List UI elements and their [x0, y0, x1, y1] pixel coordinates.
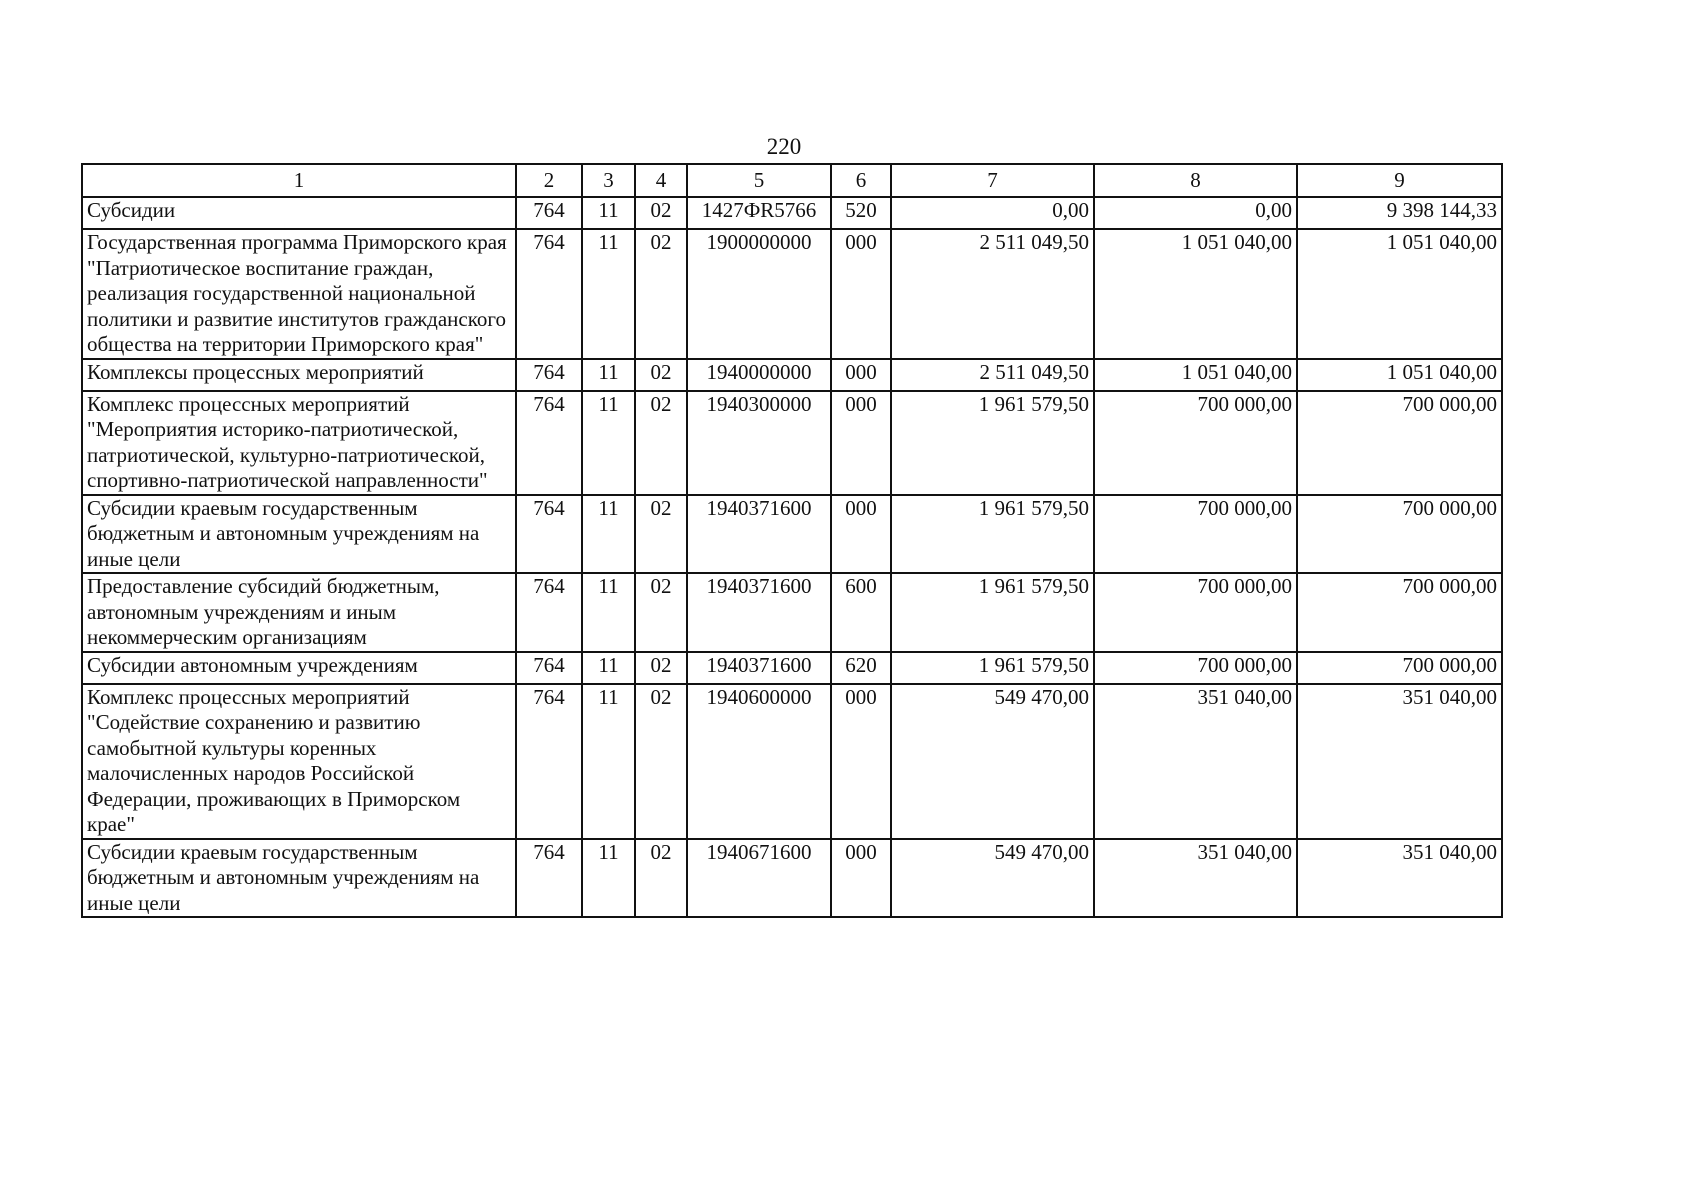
section-code: 11 — [582, 684, 635, 839]
subsection-code: 02 — [635, 391, 687, 495]
section-code: 11 — [582, 495, 635, 574]
column-header: 5 — [687, 164, 831, 197]
ved-code: 764 — [516, 839, 582, 918]
amount-col9: 1 051 040,00 — [1297, 359, 1502, 391]
amount-col7: 549 470,00 — [891, 684, 1094, 839]
column-header: 6 — [831, 164, 891, 197]
amount-col9: 1 051 040,00 — [1297, 229, 1502, 359]
subsection-code: 02 — [635, 684, 687, 839]
target-article-code: 1940300000 — [687, 391, 831, 495]
row-name: Комплекс процессных мероприятий "Мероприятия историко-патриотической, патриотической, культурно-патриотической, спортивно-патриотической направленности" — [82, 391, 516, 495]
amount-col9: 9 398 144,33 — [1297, 197, 1502, 229]
ved-code: 764 — [516, 573, 582, 652]
row-name: Субсидии краевым государственным бюджетным и автономным учреждениям на иные цели — [82, 839, 516, 918]
amount-col7: 1 961 579,50 — [891, 391, 1094, 495]
amount-col7: 1 961 579,50 — [891, 652, 1094, 684]
amount-col8: 1 051 040,00 — [1094, 229, 1297, 359]
column-header: 9 — [1297, 164, 1502, 197]
section-code: 11 — [582, 229, 635, 359]
amount-col8: 351 040,00 — [1094, 839, 1297, 918]
row-name: Предоставление субсидий бюджетным, автономным учреждениям и иным некоммерческим организациям — [82, 573, 516, 652]
expense-type-code: 000 — [831, 495, 891, 574]
amount-col9: 700 000,00 — [1297, 652, 1502, 684]
ved-code: 764 — [516, 684, 582, 839]
expense-type-code: 000 — [831, 229, 891, 359]
ved-code: 764 — [516, 229, 582, 359]
table-row — [82, 684, 1502, 839]
subsection-code: 02 — [635, 229, 687, 359]
ved-code: 764 — [516, 391, 582, 495]
column-header: 8 — [1094, 164, 1297, 197]
section-code: 11 — [582, 839, 635, 918]
section-code: 11 — [582, 652, 635, 684]
ved-code: 764 — [516, 495, 582, 574]
subsection-code: 02 — [635, 839, 687, 918]
amount-col7: 1 961 579,50 — [891, 495, 1094, 574]
table-row — [82, 839, 1502, 918]
ved-code: 764 — [516, 652, 582, 684]
table-header-row — [82, 164, 1502, 197]
column-header: 3 — [582, 164, 635, 197]
section-code: 11 — [582, 573, 635, 652]
expense-type-code: 520 — [831, 197, 891, 229]
expense-type-code: 000 — [831, 359, 891, 391]
amount-col8: 351 040,00 — [1094, 684, 1297, 839]
row-name: Субсидии автономным учреждениям — [82, 652, 516, 684]
table-row — [82, 359, 1502, 391]
amount-col8: 700 000,00 — [1094, 652, 1297, 684]
row-name: Государственная программа Приморского края "Патриотическое воспитание граждан, реализация государственной национальной политики и развитие институтов гражданского общества на территории Приморского края" — [82, 229, 516, 359]
row-name: Субсидии — [82, 197, 516, 229]
amount-col8: 1 051 040,00 — [1094, 359, 1297, 391]
expense-type-code: 000 — [831, 684, 891, 839]
amount-col9: 700 000,00 — [1297, 495, 1502, 574]
amount-col8: 700 000,00 — [1094, 573, 1297, 652]
section-code: 11 — [582, 197, 635, 229]
target-article-code: 1900000000 — [687, 229, 831, 359]
section-code: 11 — [582, 359, 635, 391]
column-header: 4 — [635, 164, 687, 197]
subsection-code: 02 — [635, 495, 687, 574]
amount-col8: 700 000,00 — [1094, 391, 1297, 495]
row-name: Комплексы процессных мероприятий — [82, 359, 516, 391]
column-header: 7 — [891, 164, 1094, 197]
expense-type-code: 000 — [831, 391, 891, 495]
column-header: 1 — [82, 164, 516, 197]
amount-col9: 700 000,00 — [1297, 573, 1502, 652]
subsection-code: 02 — [635, 197, 687, 229]
expense-type-code: 600 — [831, 573, 891, 652]
table-row — [82, 391, 1502, 495]
ved-code: 764 — [516, 197, 582, 229]
table-row — [82, 573, 1502, 652]
target-article-code: 1940000000 — [687, 359, 831, 391]
expense-type-code: 000 — [831, 839, 891, 918]
table-row — [82, 652, 1502, 684]
amount-col7: 1 961 579,50 — [891, 573, 1094, 652]
amount-col8: 0,00 — [1094, 197, 1297, 229]
amount-col9: 700 000,00 — [1297, 391, 1502, 495]
target-article-code: 1427ФR5766 — [687, 197, 831, 229]
expense-type-code: 620 — [831, 652, 891, 684]
amount-col8: 700 000,00 — [1094, 495, 1297, 574]
amount-col7: 0,00 — [891, 197, 1094, 229]
amount-col7: 549 470,00 — [891, 839, 1094, 918]
target-article-code: 1940371600 — [687, 495, 831, 574]
table-row — [82, 495, 1502, 574]
target-article-code: 1940671600 — [687, 839, 831, 918]
subsection-code: 02 — [635, 652, 687, 684]
page-number: 220 — [766, 134, 802, 159]
target-article-code: 1940600000 — [687, 684, 831, 839]
table-row — [82, 229, 1502, 359]
amount-col7: 2 511 049,50 — [891, 229, 1094, 359]
table-row — [82, 197, 1502, 229]
column-header: 2 — [516, 164, 582, 197]
section-code: 11 — [582, 391, 635, 495]
ved-code: 764 — [516, 359, 582, 391]
row-name: Субсидии краевым государственным бюджетным и автономным учреждениям на иные цели — [82, 495, 516, 574]
row-name: Комплекс процессных мероприятий "Содействие сохранению и развитию самобытной культуры коренных малочисленных народов Российской Федерации, проживающих в Приморском крае" — [82, 684, 516, 839]
amount-col7: 2 511 049,50 — [891, 359, 1094, 391]
target-article-code: 1940371600 — [687, 573, 831, 652]
subsection-code: 02 — [635, 359, 687, 391]
budget-table — [81, 163, 1503, 918]
subsection-code: 02 — [635, 573, 687, 652]
amount-col9: 351 040,00 — [1297, 839, 1502, 918]
amount-col9: 351 040,00 — [1297, 684, 1502, 839]
target-article-code: 1940371600 — [687, 652, 831, 684]
